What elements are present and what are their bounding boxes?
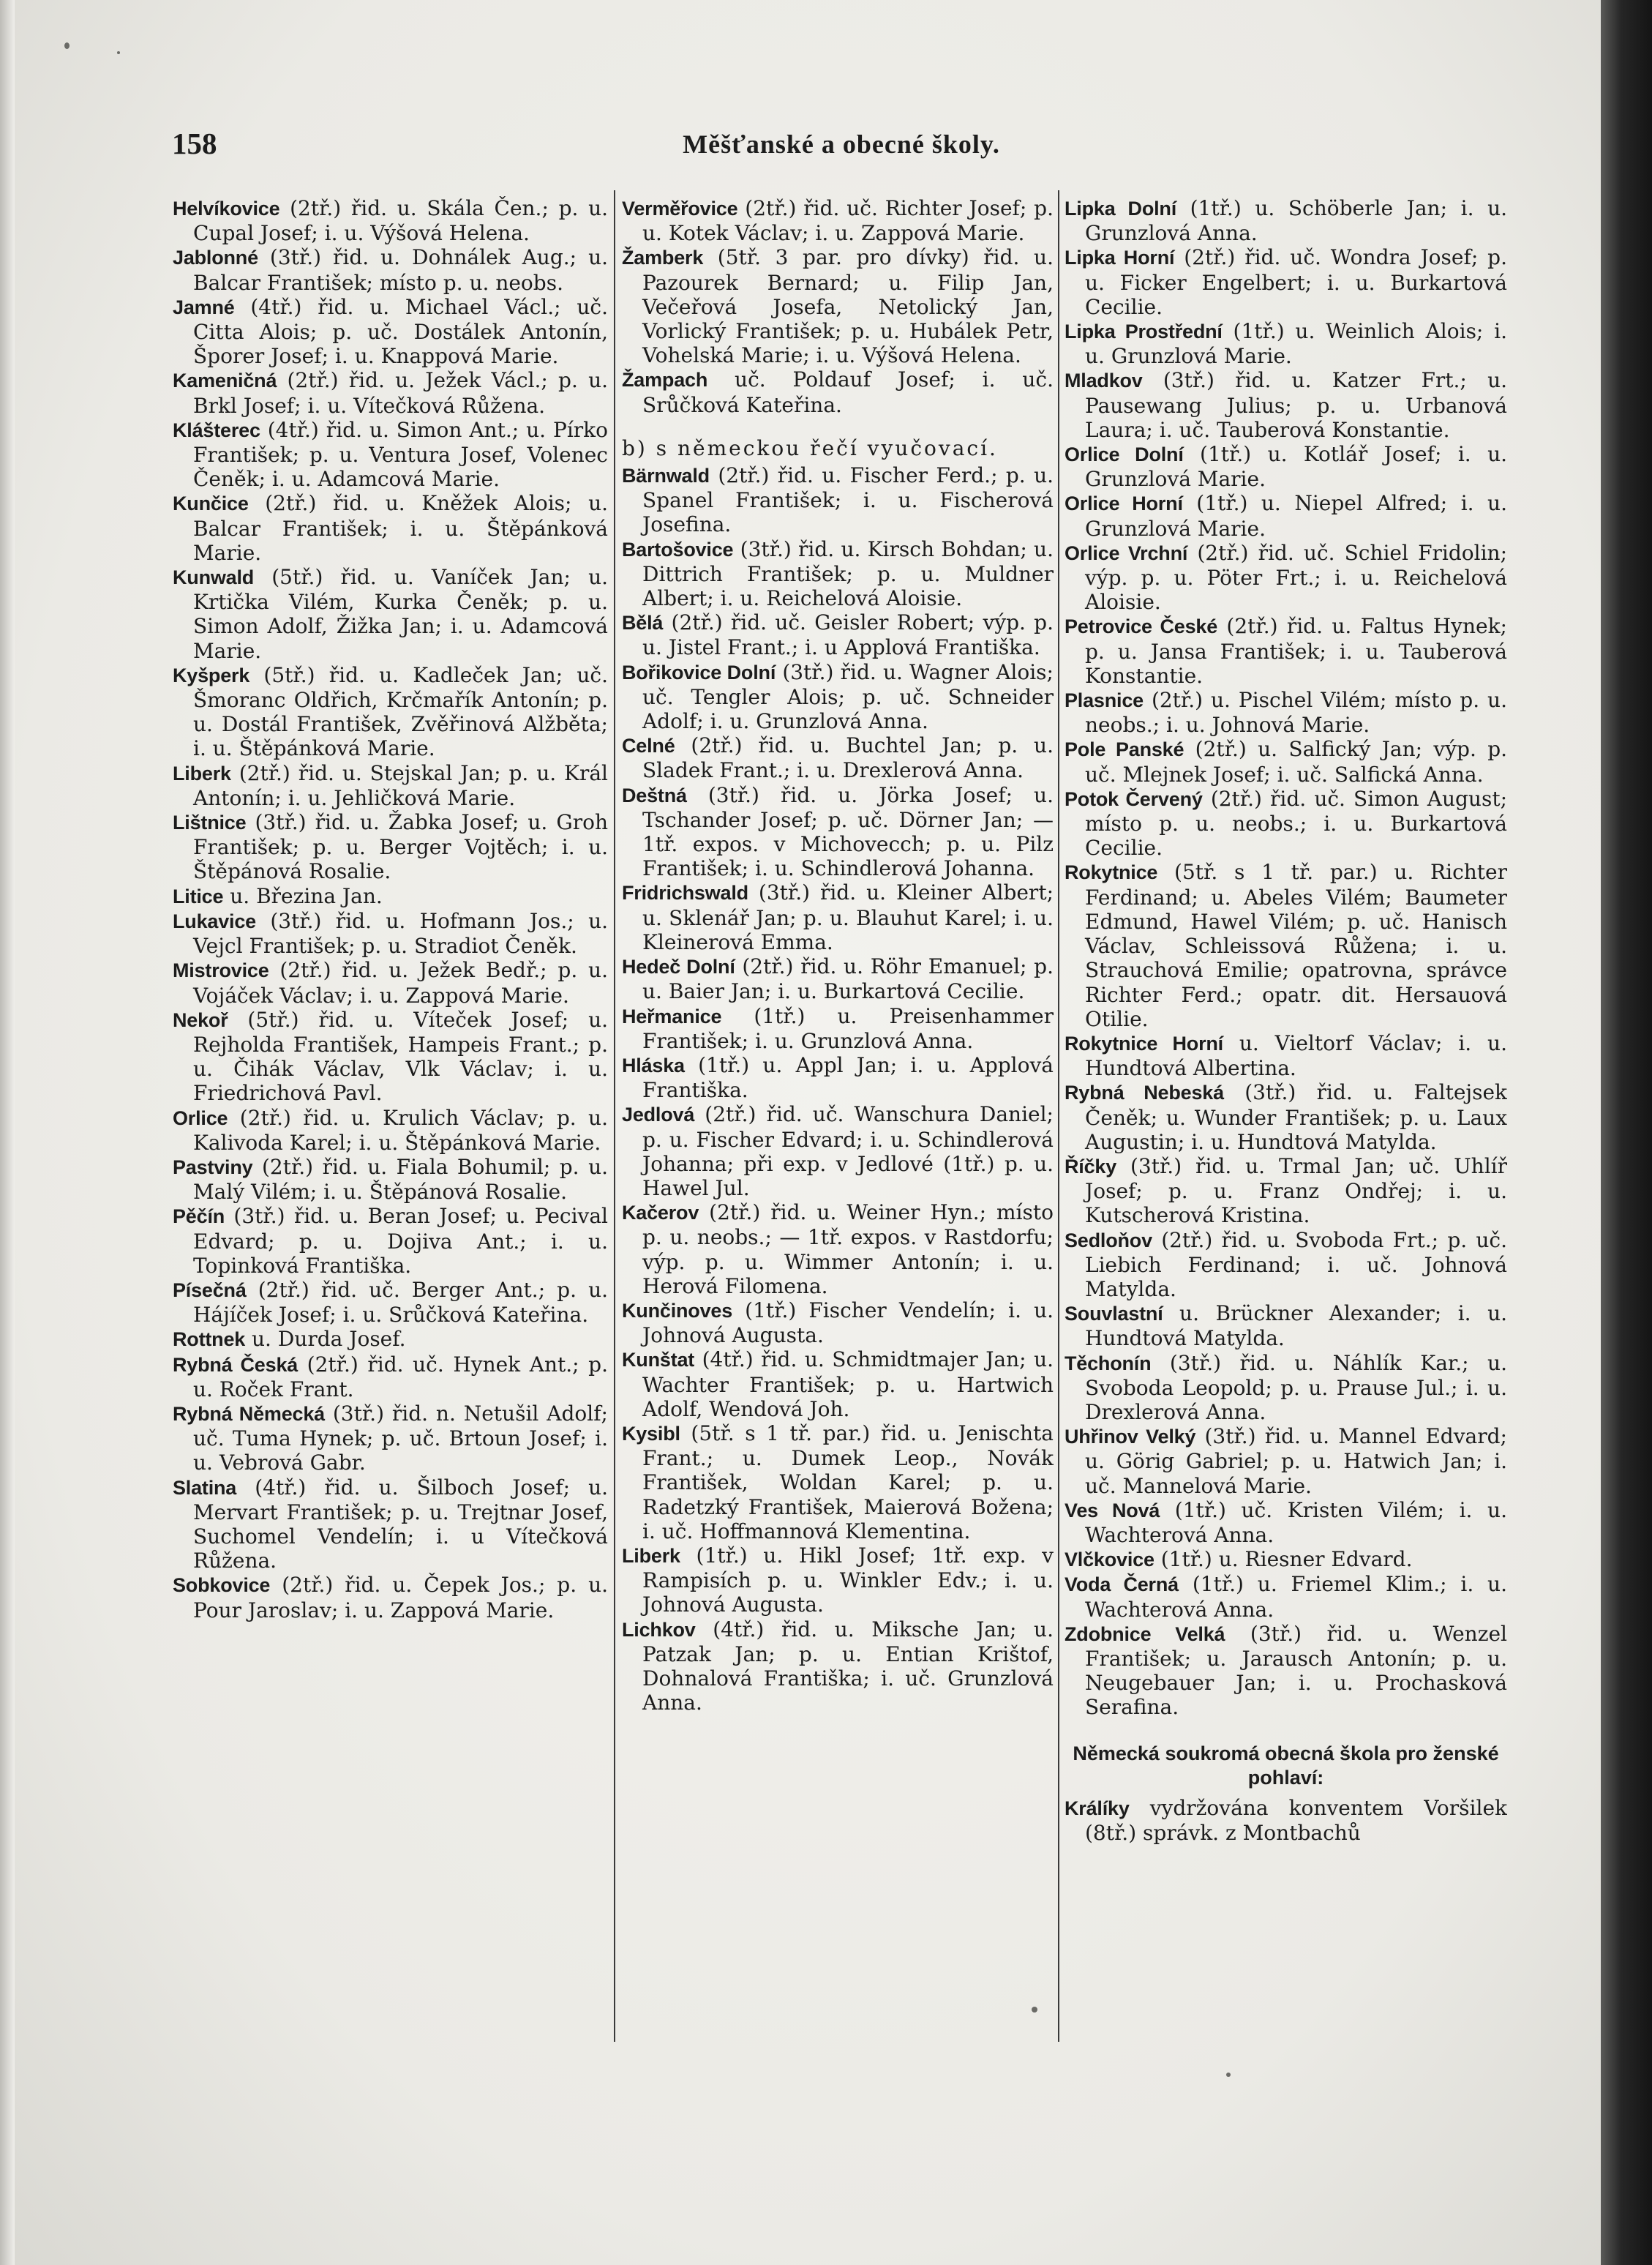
school-place-name: Žampach — [622, 369, 708, 392]
school-entry — [1065, 1080, 1507, 1154]
school-staff-text: (2tř.) řid. u. Krulich Václav; p. u. Kalivoda Karel; i. u. Štěpánková Marie. — [193, 1105, 608, 1155]
school-staff-text: (2tř.) řid. uč. Wondra Josef; p. u. Ficker Engelbert; i. u. Burkartová Cecilie. — [1085, 245, 1507, 319]
school-staff-text: u. Vieltorf Václav; i. u. Hundtová Albertina. — [1085, 1030, 1507, 1081]
school-staff-text: (3tř.) řid. u. Wagner Alois; uč. Tengler Alois; p. uč. Schneider Adolf; i. u. Grunzlová Anna. — [642, 659, 1054, 734]
school-entry — [1065, 541, 1507, 615]
school-place-name: Bělá — [622, 612, 664, 634]
school-staff-text: (2tř.) u. Pischel Vilém; místo p. u. neobs.; i. u. Johnová Marie. — [1085, 688, 1507, 738]
school-staff-text: (3tř.) řid. n. Netušil Adolf; uč. Tuma Hynek; p. uč. Brtoun Josef; i. u. Vebrová Gabr. — [193, 1401, 608, 1475]
school-staff-text: (1tř.) u. Kotlář Josef; i. u. Grunzlová Marie. — [1085, 442, 1507, 492]
school-entry — [622, 463, 1054, 537]
school-entry — [1065, 1796, 1507, 1845]
school-staff-text: (1tř.) u. Riesner Edvard. — [1160, 1547, 1413, 1572]
school-entry — [622, 1200, 1054, 1298]
school-place-name: Lukavice — [173, 910, 256, 932]
school-entry — [173, 245, 608, 294]
school-place-name: Litice — [173, 885, 224, 907]
school-entry — [1065, 1547, 1507, 1572]
school-place-name: Vlčkovice — [1065, 1549, 1154, 1571]
school-place-name: Heřmanice — [622, 1005, 722, 1027]
school-staff-text: (4tř.) řid. u. Michael Václ.; uč. Citta Alois; p. uč. Dostálek Antonín, Šporer Josef; i. u. Knappová Marie. — [193, 294, 608, 369]
school-staff-text: (5tř.) řid. u. Kadleček Jan; uč. Šmoranc Oldřich, Krčmařík Antonín; p. u. Dostál František, Zvěřinová Alžběta; i. u. Štěpánková Marie. — [193, 662, 608, 761]
column-3-entries-private — [1065, 1796, 1507, 1845]
section-heading-german: b) s německou řečí vyučovací. — [622, 435, 998, 460]
school-entry — [622, 1421, 1054, 1543]
school-entry — [622, 537, 1054, 611]
school-entry — [173, 1204, 608, 1278]
school-place-name: Sobkovice — [173, 1574, 271, 1597]
school-place-name: Kyšperk — [173, 664, 250, 686]
school-staff-text: (2tř.) řid. uč. Schiel Fridolin; výp. p. u. Pöter Frt.; i. u. Reichelová Aloisie. — [1085, 540, 1507, 615]
school-entry — [1065, 614, 1507, 688]
column-3 — [1065, 196, 1507, 2040]
school-staff-text: (3tř.) řid. u. Wenzel František; u. Jarausch Antonín; p. u. Neugebauer Jan; i. u. Prochasková Serafina. — [1085, 1621, 1507, 1720]
school-place-name: Lipka Prostřední — [1065, 321, 1223, 343]
school-place-name: Říčky — [1065, 1155, 1117, 1178]
school-entry — [173, 368, 608, 417]
school-place-name: Rybná Německá — [173, 1402, 325, 1425]
school-staff-text: (3tř.) řid. u. Kirsch Bohdan; u. Dittrich František; p. u. Muldner Albert; i. u. Reichelová Aloisie. — [642, 536, 1054, 611]
school-entry — [622, 1004, 1054, 1053]
school-staff-text: (2tř.) řid. u. Ježek Bedř.; p. u. Vojáček Václav; i. u. Zappová Marie. — [193, 958, 608, 1008]
school-staff-text: (3tř.) řid. u. Náhlík Kar.; u. Svoboda Leopold; p. u. Prause Jul.; i. u. Drexlerová Anna. — [1085, 1350, 1507, 1424]
school-place-name: Pole Panské — [1065, 738, 1184, 761]
school-staff-text: (1tř.) u. Niepel Alfred; i. u. Grunzlová Marie. — [1085, 491, 1507, 541]
school-staff-text: vydržována konventem Voršilek (8tř.) správk. z Montbachů — [1085, 1795, 1507, 1845]
school-staff-text: (1tř.) Fischer Vendelín; i. u. Johnová Augusta. — [642, 1298, 1054, 1348]
school-place-name: Slatina — [173, 1476, 237, 1499]
section-heading-private-school: Německá soukromá obecná škola pro ženské pohlaví: — [1073, 1742, 1499, 1789]
school-place-name: Orlice Vrchní — [1065, 542, 1188, 564]
school-place-name: Lipka Horní — [1065, 247, 1175, 269]
school-entry — [1065, 1622, 1507, 1720]
school-place-name: Orlice Horní — [1065, 493, 1183, 515]
school-place-name: Rokytnice — [1065, 861, 1158, 884]
school-staff-text: (3tř.) řid. u. Beran Josef; u. Pecival Edvard; p. u. Dojiva Ant.; i. u. Topinková Františka. — [193, 1204, 608, 1278]
school-place-name: Pastviny — [173, 1156, 253, 1178]
school-place-name: Hedeč Dolní — [622, 956, 735, 978]
school-entry — [622, 1298, 1054, 1347]
school-place-name: Lichkov — [622, 1618, 696, 1641]
school-place-name: Kačerov — [622, 1202, 699, 1224]
school-staff-text: (2tř.) řid. u. Fischer Ferd.; p. u. Spanel František; i. u. Fischerová Josefina. — [642, 463, 1054, 537]
school-entry — [1065, 1424, 1507, 1498]
school-entry — [622, 1543, 1054, 1617]
school-entry — [1065, 1301, 1507, 1350]
school-place-name: Lipka Dolní — [1065, 198, 1177, 220]
school-staff-text: (5tř. s 1 tř. par.) u. Richter Ferdinand; u. Abeles Vilém; Baumeter Edmund, Hawel Vilém; p. uč. Hanisch Václav, Schleissová Růžena; i. u. Strauchová Emilie; opatrovna, správce Richter Ferd.; opatr. dit. Hersauová Otilie. — [1085, 860, 1507, 1031]
school-place-name: Jedlová — [622, 1104, 695, 1126]
running-title: Měšťanské a obecné školy. — [683, 130, 1000, 159]
school-entry — [1065, 1228, 1507, 1302]
school-staff-text: (3tř.) řid. u. Žabka Josef; u. Groh František; p. u. Berger Vojtěch; i. u. Štěpánová Rosalie. — [193, 810, 608, 884]
column-2-entries-german — [622, 463, 1054, 1715]
school-place-name: Rokytnice Horní — [1065, 1032, 1223, 1055]
school-place-name: Rybná Česká — [173, 1353, 299, 1376]
school-place-name: Těchonín — [1065, 1352, 1152, 1374]
school-entry — [1065, 1498, 1507, 1547]
school-staff-text: (2tř.) řid. u. Buchtel Jan; p. u. Sladek Frant.; i. u. Drexlerová Anna. — [642, 733, 1054, 783]
school-place-name: Hláska — [622, 1054, 685, 1077]
school-staff-text: (2tř.) řid. u. Stejskal Jan; p. u. Král Antonín; i. u. Jehličková Marie. — [193, 760, 608, 810]
page-number: 158 — [172, 127, 217, 160]
school-entry — [173, 810, 608, 884]
school-place-name: Klášterec — [173, 419, 260, 441]
school-staff-text: (2tř.) řid. u. Weiner Hyn.; místo p. u. neobs.; — 1tř. expos. v Rastdorfu; výp. p. u. Wimmer Antonín; i. u. Herová Filomena. — [642, 1200, 1054, 1298]
school-place-name: Jamné — [173, 296, 235, 318]
school-place-name: Deštná — [622, 784, 687, 806]
school-entry — [173, 1278, 608, 1327]
school-staff-text: (2tř.) řid. u. Faltus Hynek; p. u. Jansa František; i. u. Tauberová Konstantie. — [1085, 614, 1507, 688]
school-place-name: Souvlastní — [1065, 1303, 1163, 1325]
column-divider — [1058, 190, 1059, 2042]
school-entry — [1065, 368, 1507, 442]
school-place-name: Celné — [622, 735, 675, 757]
school-place-name: Mladkov — [1065, 370, 1143, 392]
school-entry — [622, 1053, 1054, 1102]
school-staff-text: (1tř.) u. Hikl Josef; 1tř. exp. v Rampisích p. u. Winkler Edv.; i. u. Johnová Augusta. — [642, 1543, 1054, 1617]
school-entry — [173, 1155, 608, 1204]
school-entry — [173, 1475, 608, 1573]
school-staff-text: (3tř.) řid. u. Dohnálek Aug.; u. Balcar František; místo p. u. neobs. — [193, 245, 608, 295]
school-entry — [173, 909, 608, 958]
school-place-name: Ves Nová — [1065, 1499, 1160, 1521]
school-staff-text: (3tř.) řid. u. Hofmann Jos.; u. Vejcl František; p. u. Stradiot Čeněk. — [193, 908, 608, 959]
column-divider — [614, 190, 615, 2042]
school-entry — [1065, 1351, 1507, 1425]
print-speck — [117, 51, 120, 54]
school-entry — [173, 1008, 608, 1106]
school-entry — [622, 733, 1054, 782]
school-entry — [622, 954, 1054, 1003]
school-staff-text: (1tř.) u. Appl Jan; i. u. Applová Františka. — [642, 1052, 1054, 1103]
school-entry — [173, 884, 608, 909]
column-3-entries — [1065, 196, 1507, 1720]
school-staff-text: (5tř.) řid. u. Vaníček Jan; u. Krtička Vilém, Kurka Čeněk; p. u. Simon Adolf, Žižka Jan; i. u. Adamcová Marie. — [193, 565, 608, 663]
school-place-name: Sedloňov — [1065, 1229, 1152, 1251]
school-staff-text: (2tř.) řid. u. Ježek Václ.; p. u. Brkl Josef; i. u. Vítečková Růžena. — [193, 368, 608, 418]
school-entry — [622, 1347, 1054, 1421]
school-entry — [1065, 787, 1507, 861]
print-speck — [1226, 2073, 1231, 2077]
school-entry — [173, 663, 608, 761]
school-entry — [173, 491, 608, 565]
school-entry — [1065, 860, 1507, 1030]
school-place-name: Potok Červený — [1065, 787, 1203, 810]
school-entry — [173, 761, 608, 810]
school-place-name: Zdobnice Velká — [1065, 1622, 1225, 1645]
school-place-name: Plasnice — [1065, 689, 1144, 712]
school-staff-text: (2tř.) řid. u. Čepek Jos.; p. u. Pour Jaroslav; i. u. Zappová Marie. — [193, 1573, 608, 1622]
school-place-name: Liberk — [173, 762, 231, 785]
page-binding-shadow — [1601, 0, 1652, 2265]
school-staff-text: (2tř.) řid. u. Svoboda Frt.; p. uč. Liebich Ferdinand; i. uč. Johnová Matylda. — [1085, 1227, 1507, 1301]
school-place-name: Liberk — [622, 1544, 680, 1567]
school-place-name: Fridrichswald — [622, 882, 748, 905]
school-staff-text: (4tř.) řid. u. Šilboch Josef; u. Mervart František; p. u. Trejtnar Josef, Suchomel Vendelín; i. u Vítečková Růžena. — [193, 1475, 608, 1573]
school-entry — [1065, 245, 1507, 319]
school-place-name: Lištnice — [173, 812, 247, 834]
column-1-entries — [173, 196, 608, 1622]
school-entry — [622, 367, 1054, 416]
school-staff-text: (3tř.) řid. u. Faltejsek Čeněk; u. Wunder František; p. u. Laux Augustin; i. u. Hundtová Matylda. — [1085, 1080, 1507, 1154]
school-place-name: Verměřovice — [622, 198, 738, 220]
school-place-name: Kunčice — [173, 493, 249, 515]
school-staff-text: (2tř.) řid. uč. Geisler Robert; výp. p. u. Jistel Frant.; i. u Applová Františka. — [642, 610, 1054, 660]
school-entry — [1065, 1572, 1507, 1621]
school-place-name: Kunštat — [622, 1349, 695, 1371]
column-2-entries-czech — [622, 196, 1054, 417]
school-entry — [173, 1327, 608, 1352]
school-place-name: Mistrovice — [173, 959, 269, 982]
school-place-name: Orlice Dolní — [1065, 443, 1184, 466]
school-staff-text: (5tř. 3 par. pro dívky) řid. u. Pazourek Bernard; u. Filip Jan, Večeřová Josefa, Netolický Jan, Vorlický František; p. u. Hubálek Petr, Vohelská Marie; i. u. Výšová Helena. — [642, 245, 1054, 368]
school-place-name: Bärnwald — [622, 465, 710, 487]
school-staff-text: u. Brückner Alexander; i. u. Hundtová Matylda. — [1085, 1301, 1507, 1351]
school-staff-text: (2tř.) řid. uč. Wanschura Daniel; p. u. Fischer Edvard; i. u. Schindlerová Johanna; při exp. v Jedlové (1tř.) p. u. Hawel Jul. — [642, 1102, 1054, 1200]
school-place-name: Petrovice České — [1065, 615, 1218, 638]
school-entry — [622, 1102, 1054, 1200]
school-entry — [1065, 491, 1507, 540]
school-entry — [622, 196, 1054, 245]
school-staff-text: (1tř.) u. Friemel Klim.; i. u. Wachterová Anna. — [1085, 1572, 1507, 1622]
school-staff-text: (2tř.) řid. u. Kněžek Alois; u. Balcar František; i. u. Štěpánková Marie. — [193, 491, 608, 565]
school-staff-text: uč. Poldauf Josef; i. uč. Srůčková Kateřina. — [642, 367, 1054, 417]
school-entry — [173, 1573, 608, 1622]
school-staff-text: (1tř.) u. Schöberle Jan; i. u. Grunzlová Anna. — [1085, 196, 1507, 246]
school-staff-text: (3tř.) řid. u. Kleiner Albert; u. Sklenář Jan; p. u. Blauhut Karel; i. u. Kleinerová Emma. — [642, 880, 1054, 954]
school-place-name: Helvíkovice — [173, 198, 280, 220]
school-entry — [1065, 688, 1507, 737]
school-place-name: Pěčín — [173, 1205, 225, 1228]
school-entry — [1065, 196, 1507, 245]
school-staff-text: (4tř.) řid. u. Schmidtmajer Jan; u. Wachter František; p. u. Hartwich Adolf, Wendová Joh. — [642, 1347, 1054, 1421]
school-place-name: Uhřinov Velký — [1065, 1426, 1196, 1448]
school-place-name: Králíky — [1065, 1797, 1130, 1819]
school-place-name: Kameničná — [173, 370, 277, 392]
column-2 — [622, 196, 1054, 2040]
school-entry — [1065, 737, 1507, 786]
school-entry — [1065, 1031, 1507, 1080]
school-staff-text: (3tř.) řid. u. Mannel Edvard; u. Görig Gabriel; p. u. Hatwich Jan; i. uč. Mannelová Marie. — [1085, 1424, 1507, 1498]
school-staff-text: (3tř.) řid. u. Jörka Josef; u. Tschander Josef; p. uč. Dörner Jan; — 1tř. expos. v Michovecch; p. u. Pilz František; i. u. Schindlerová Johanna. — [642, 782, 1054, 881]
school-place-name: Orlice — [173, 1107, 228, 1129]
school-staff-text: (4tř.) řid. u. Miksche Jan; u. Patzak Jan; p. u. Entian Krištof, Dohnalová Františka; i. uč. Grunzlová Anna. — [642, 1617, 1054, 1715]
school-entry — [1065, 319, 1507, 368]
school-entry — [622, 1617, 1054, 1715]
school-entry — [1065, 442, 1507, 491]
school-entry — [622, 880, 1054, 954]
school-staff-text: (1tř.) u. Preisenhammer František; i. u. Grunzlová Anna. — [642, 1003, 1054, 1053]
school-entry — [173, 958, 608, 1007]
page-header — [168, 123, 1514, 174]
school-place-name: Rottnek — [173, 1328, 246, 1351]
school-staff-text: (2tř.) řid. uč. Simon August; místo p. u. neobs.; i. u. Burkartová Cecilie. — [1085, 786, 1507, 861]
school-place-name: Kunčinoves — [622, 1299, 733, 1322]
school-place-name: Voda Černá — [1065, 1573, 1179, 1596]
school-entry — [173, 1401, 608, 1475]
school-place-name: Bořikovice Dolní — [622, 661, 776, 684]
school-staff-text: (2tř.) řid. u. Skála Čen.; p. u. Cupal Josef; i. u. Výšová Helena. — [193, 196, 608, 246]
school-entry — [622, 660, 1054, 734]
school-entry — [173, 565, 608, 663]
school-staff-text: (2tř.) řid. uč. Richter Josef; p. u. Kotek Václav; i. u. Zappová Marie. — [642, 196, 1054, 246]
school-staff-text: (2tř.) řid. uč. Berger Ant.; p. u. Hájíček Josef; i. u. Srůčková Kateřina. — [193, 1277, 608, 1328]
school-staff-text: u. Durda Josef. — [252, 1327, 406, 1352]
school-entry — [622, 610, 1054, 659]
school-staff-text: (5tř. s 1 tř. par.) řid. u. Jenischta Frant.; u. Dumek Leop., Novák František, Woldan Karel; p. u. Radetzký František, Maierová Božena; i. uč. Hoffmannová Klementina. — [642, 1420, 1054, 1543]
school-staff-text: (2tř.) řid. uč. Hynek Ant.; p. u. Roček Frant. — [193, 1352, 608, 1401]
school-entry — [622, 245, 1054, 367]
school-place-name: Jablonné — [173, 247, 258, 269]
school-staff-text: (1tř.) uč. Kristen Vilém; i. u. Wachterová Anna. — [1085, 1497, 1507, 1547]
school-staff-text: (4tř.) řid. u. Simon Ant.; u. Pírko František; p. u. Ventura Josef, Volenec Čeněk; i. u. Adamcová Marie. — [193, 417, 608, 492]
school-place-name: Kysibl — [622, 1422, 680, 1445]
school-entry — [173, 418, 608, 492]
school-staff-text: (1tř.) u. Weinlich Alois; i. u. Grunzlová Marie. — [1085, 319, 1507, 369]
school-entry — [1065, 1154, 1507, 1228]
school-place-name: Žamberk — [622, 247, 704, 269]
school-staff-text: u. Březina Jan. — [230, 883, 383, 908]
school-staff-text: (2tř.) u. Salfický Jan; výp. p. uč. Mlejnek Josef; i. uč. Salfická Anna. — [1085, 737, 1507, 787]
school-entry — [173, 196, 608, 245]
column-1 — [173, 196, 608, 2040]
school-entry — [173, 1352, 608, 1401]
school-staff-text: (5tř.) řid. u. Víteček Josef; u. Rejholda František, Hampeis Frant.; p. u. Čihák Václav, Vlk Václav; i. u. Friedrichová Pavl. — [193, 1007, 608, 1106]
school-place-name: Nekoř — [173, 1008, 228, 1031]
school-entry — [622, 783, 1054, 881]
print-speck — [64, 42, 70, 49]
school-entry — [173, 295, 608, 369]
school-staff-text: (2tř.) řid. u. Röhr Emanuel; p. u. Baier Jan; i. u. Burkartová Cecilie. — [642, 954, 1054, 1004]
school-place-name: Bartošovice — [622, 538, 734, 561]
school-entry — [173, 1106, 608, 1155]
school-staff-text: (3tř.) řid. u. Trmal Jan; uč. Uhlíř Josef; p. u. Franz Ondřej; i. u. Kutscherová Kristina. — [1085, 1153, 1507, 1228]
school-place-name: Kunwald — [173, 566, 255, 589]
page-left-edge — [0, 0, 15, 2265]
school-place-name: Písečná — [173, 1278, 247, 1301]
school-staff-text: (2tř.) řid. u. Fiala Bohumil; p. u. Malý Vilém; i. u. Štěpánová Rosalie. — [193, 1154, 608, 1205]
school-place-name: Rybná Nebeská — [1065, 1082, 1224, 1104]
school-staff-text: (3tř.) řid. u. Katzer Frt.; u. Pausewang Julius; p. u. Urbanová Laura; i. uč. Tauberová Konstantie. — [1085, 368, 1507, 442]
